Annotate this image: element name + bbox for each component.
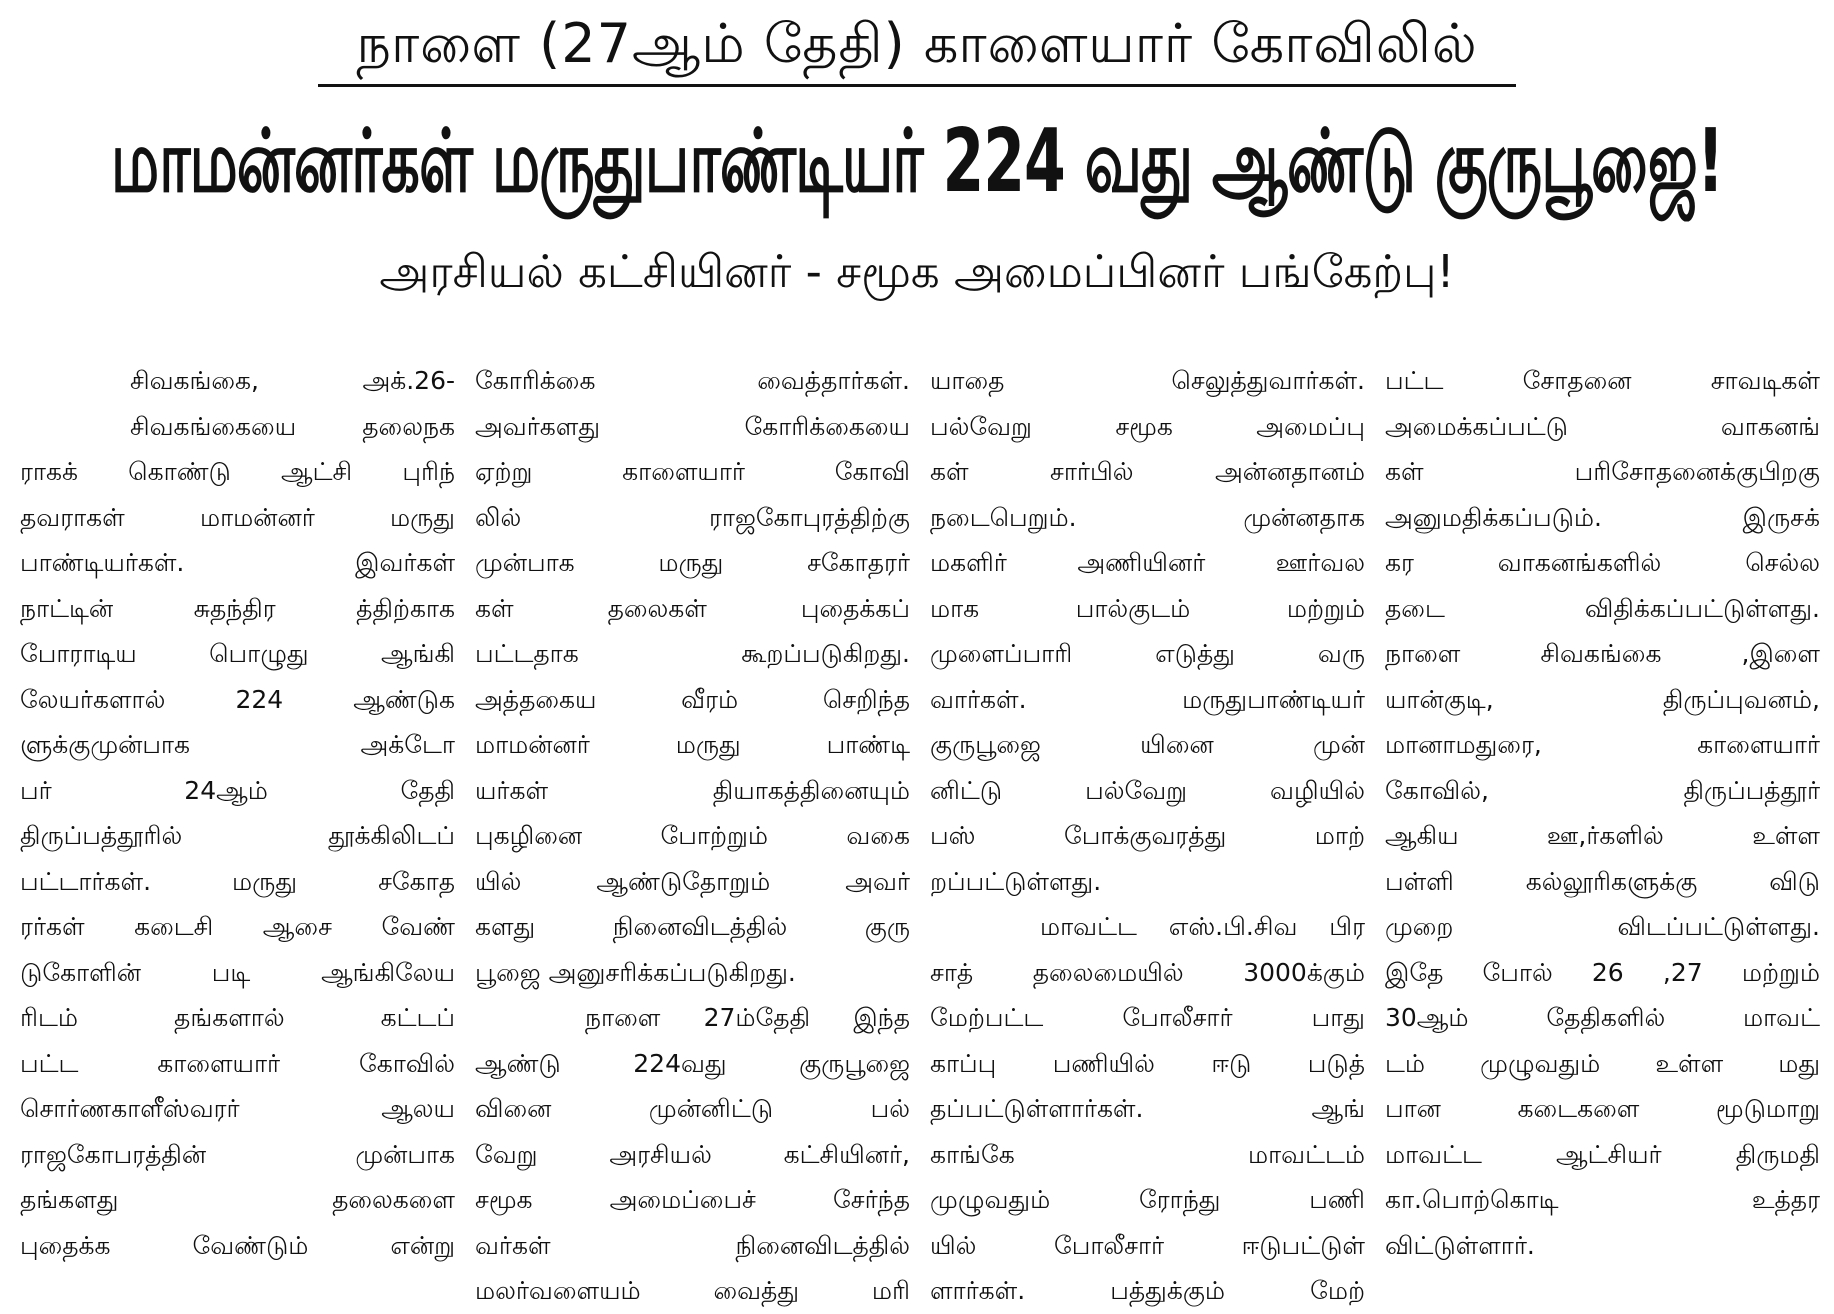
article-line: பான கடைகளை மூடுமாறு: [1385, 1094, 1820, 1123]
article-line: பட்டார்கள். மருது சகோத: [20, 866, 455, 896]
article-line: பட்ட சோதனை சாவடிகள்: [1385, 366, 1820, 395]
article-line: அவர்களது கோரிக்கையை: [475, 411, 910, 441]
kicker-headline: நாளை (27ஆம் தேதி) காளையார் கோவிலில்: [356, 12, 1478, 75]
article-line: சமூக அமைப்பைச் சேர்ந்த: [475, 1185, 910, 1214]
article-line: பூஜை அனுசரிக்கப்படுகிறது.: [475, 957, 796, 987]
article-line: பட்டதாக கூறப்படுகிறது.: [475, 639, 910, 668]
article-line: மானாமதுரை, காளையார்: [1385, 730, 1820, 759]
article-line: மாக பால்குடம் மற்றும்: [930, 593, 1365, 623]
article-line: யாதை செலுத்துவார்கள்.: [930, 366, 1365, 395]
article-line: மாமன்னர் மருது பாண்டி: [475, 730, 910, 759]
article-line: தடை விதிக்கப்பட்டுள்ளது.: [1385, 593, 1820, 623]
article-line: குருபூஜை யினை முன்: [930, 730, 1365, 759]
article-line: ஆண்டு 224வது குருபூஜை: [475, 1048, 910, 1078]
article-line: பள்ளி கல்லூரிகளுக்கு விடு: [1385, 866, 1820, 896]
article-line: வினை முன்னிட்டு பல்: [475, 1094, 910, 1123]
article-line: யான்குடி, திருப்புவனம்,: [1385, 684, 1820, 714]
main-headline: மாமன்னர்கள் மருதுபாண்டியர் 224 வது ஆண்டு குருபூஜை!: [110, 111, 1724, 213]
article-line: கா.பொற்கொடி உத்தர: [1385, 1185, 1820, 1214]
article-line: விட்டுள்ளார்.: [1385, 1230, 1535, 1260]
subheadline: அரசியல் கட்சியினர் - சமூக அமைப்பினர் பங்கேற்பு!: [379, 245, 1455, 298]
article-line: முன்பாக மருது சகோதரர்: [475, 548, 910, 577]
article-column: [930, 358, 1365, 1305]
article-line: ளுக்குமுன்பாக அக்டோ: [20, 730, 455, 759]
article-line: றப்பட்டுள்ளது.: [930, 866, 1102, 896]
article-line: களது நினைவிடத்தில் குரு: [475, 912, 910, 941]
article-line: ஆகிய ஊ,ர்களில் உள்ள: [1385, 821, 1820, 850]
article-line: கள் சார்பில் அன்னதானம்: [930, 457, 1365, 486]
article-line: லில் ராஜகோபுரத்திற்கு: [475, 502, 910, 532]
article-line: டுகோளின் படி ஆங்கிலேய: [20, 957, 455, 987]
article-line: பாண்டியர்கள். இவர்கள்: [20, 548, 455, 577]
article-line: வார்கள். மருதுபாண்டியர்: [930, 684, 1365, 714]
article-line: பட்ட காளையார் கோவில்: [20, 1048, 455, 1078]
article-line: மலர்வளையம் வைத்து மரி: [475, 1276, 910, 1305]
article-line: முளைப்பாரி எடுத்து வரு: [930, 639, 1365, 668]
article-line: மகளிர் அணியினர் ஊர்வல: [930, 548, 1365, 577]
article-line: தவராகள் மாமன்னர் மருது: [20, 502, 455, 532]
article-line: பர் 24ஆம் தேதி: [20, 775, 455, 805]
article-line: சாத் தலைமையில் 3000க்கும்: [930, 957, 1365, 987]
article-line: ராகக் கொண்டு ஆட்சி புரிந்: [20, 457, 455, 486]
article-line: அமைக்கப்பட்டு வாகனங்: [1385, 411, 1820, 441]
article-line: ராஜகோபரத்தின் முன்பாக: [20, 1139, 455, 1169]
article-line: அத்தகைய வீரம் செறிந்த: [475, 684, 910, 714]
article-line: காங்கே மாவட்டம்: [930, 1139, 1365, 1169]
article-column: [1385, 358, 1820, 1260]
article-line: ளார்கள். பத்துக்கும் மேற்: [930, 1276, 1365, 1305]
article-line: தங்களது தலைகளை: [20, 1185, 455, 1214]
article-line: ரிடம் தங்களால் கட்டப்: [20, 1003, 455, 1032]
article-line: இதே போல் 26 ,27 மற்றும்: [1385, 957, 1820, 987]
article-line: யர்கள் தியாகத்தினையும்: [475, 775, 910, 805]
article-line: 30ஆம் தேதிகளில் மாவட்: [1385, 1003, 1820, 1032]
article-line: சொர்ணகாளீஸ்வரர் ஆலய: [20, 1094, 455, 1123]
article-line: புகழினை போற்றும் வகை: [475, 821, 910, 850]
article-line: பல்வேறு சமூக அமைப்பு: [930, 411, 1365, 441]
article-line: நாட்டின் சுதந்திர த்திற்காக: [20, 593, 455, 623]
article-line: கள் தலைகள் புதைக்கப்: [475, 593, 910, 623]
article-line: முறை விடப்பட்டுள்ளது.: [1385, 912, 1820, 941]
article-line: வேறு அரசியல் கட்சியினர்,: [475, 1139, 910, 1169]
article-line: தப்பட்டுள்ளார்கள். ஆங்: [930, 1094, 1365, 1123]
article-line: சிவகங்கை, அக்.26-: [130, 366, 455, 395]
article-line: யில் ஆண்டுதோறும் அவர்: [475, 866, 910, 896]
article-line: முழுவதும் ரோந்து பணி: [930, 1185, 1365, 1214]
article-line: லேயர்களால் 224 ஆண்டுக: [20, 684, 455, 714]
article-line: ஏற்று காளையார் கோவி: [475, 457, 910, 486]
article-column: [20, 358, 455, 1260]
article-column: [475, 358, 910, 1305]
article-line: கள் பரிசோதனைக்குபிறகு: [1385, 457, 1820, 486]
article-line: நாளை 27ம்தேதி இந்த: [585, 1003, 910, 1032]
article-line: மாவட்ட ஆட்சியர் திருமதி: [1385, 1139, 1820, 1169]
article-line: மேற்பட்ட போலீசார் பாது: [930, 1003, 1365, 1032]
article-line: பஸ் போக்குவரத்து மாற்: [930, 821, 1365, 850]
article-line: மாவட்ட எஸ்.பி.சிவ பிர: [1040, 912, 1365, 941]
article-line: புதைக்க வேண்டும் என்று: [20, 1230, 455, 1260]
article-line: நாளை சிவகங்கை ,இளை: [1385, 639, 1820, 668]
article-line: போராடிய பொழுது ஆங்கி: [20, 639, 455, 668]
article-line: சிவகங்கையை தலைநக: [130, 411, 455, 441]
article-line: திருப்பத்தூரில் தூக்கிலிடப்: [20, 821, 455, 850]
article-body: [20, 358, 1820, 1305]
article-line: கோவில், திருப்பத்தூர்: [1385, 775, 1820, 805]
article-line: நடைபெறும். முன்னதாக: [930, 502, 1365, 532]
article-line: னிட்டு பல்வேறு வழியில்: [930, 775, 1365, 805]
article-line: காப்பு பணியில் ஈடு படுத்: [930, 1048, 1365, 1078]
article-line: கோரிக்கை வைத்தார்கள்.: [475, 366, 910, 395]
article-line: வர்கள் நினைவிடத்தில்: [475, 1230, 910, 1260]
article-line: டம் முழுவதும் உள்ள மது: [1385, 1048, 1820, 1078]
article-line: கர வாகனங்களில் செல்ல: [1385, 548, 1820, 577]
article-line: அனுமதிக்கப்படும். இருசக்: [1385, 502, 1820, 532]
article-line: ரர்கள் கடைசி ஆசை வேண்: [20, 912, 455, 941]
article-line: யில் போலீசார் ஈடுபட்டுள்: [930, 1230, 1365, 1260]
